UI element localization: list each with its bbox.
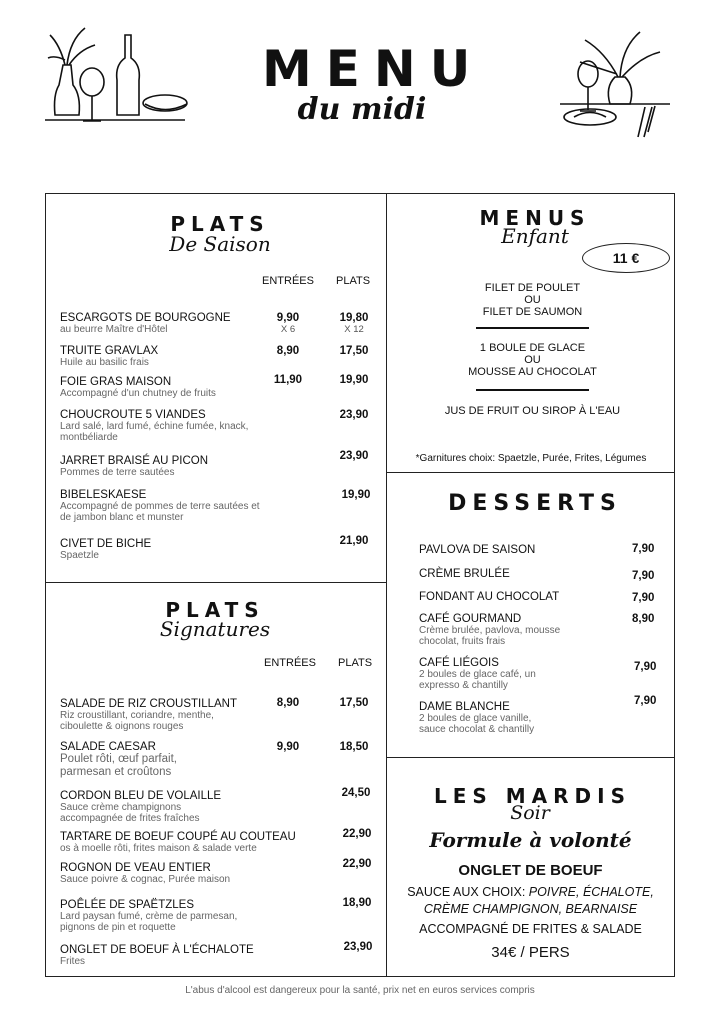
divider — [476, 389, 589, 391]
dessert-price: 7,90 — [632, 570, 655, 582]
item-desc: Lard paysan fumé, crème de parmesan, pignons de pin et roquette — [60, 911, 238, 933]
item-desc: Frites — [60, 956, 85, 967]
item-name: BIBELESKAESE — [60, 489, 147, 501]
list-item — [60, 489, 270, 523]
page-title: MENU — [262, 40, 485, 98]
item-price-plat: 19,90 — [341, 489, 371, 501]
enfant-price-badge: 11 € — [582, 243, 670, 273]
item-name: TRUITE GRAVLAX — [60, 345, 159, 357]
list-item: FONDANT AU CHOCOLAT — [419, 591, 560, 603]
desserts-title: DESSERTS — [448, 491, 622, 516]
item-price-entree: 8,90 — [276, 345, 300, 357]
mardis-subtitle: Soir — [510, 802, 550, 824]
list-item — [60, 741, 230, 779]
mardis-formule: Formule à volonté — [429, 828, 632, 852]
list-item — [60, 345, 360, 368]
item-price-plat: 17,50 — [339, 345, 369, 357]
enfant-choice-1: FILET DE POULET OU FILET DE SAUMON — [482, 282, 583, 318]
item-name: FOIE GRAS MAISON — [60, 376, 172, 388]
item-name: CIVET DE BICHE — [60, 538, 152, 550]
mardis-dish: ONGLET DE BOEUF — [458, 862, 603, 879]
item-price-plat: 18,90 — [342, 897, 372, 909]
item-price-entree: 9,90 X 6 — [276, 312, 300, 335]
item-desc: Sauce crème champignons accompagnée de frites fraîches — [60, 802, 200, 824]
item-desc: Pommes de terre sautées — [60, 467, 175, 478]
item-desc: Lard salé, lard fumé, échine fumée, knack, montbéliarde — [60, 421, 249, 443]
item-price-plat: 19,80 X 12 — [339, 312, 369, 335]
saison-col-plats: PLATS — [336, 275, 371, 287]
saison-title: PLATS — [170, 212, 270, 236]
list-item: PAVLOVA DE SAISON — [419, 544, 536, 556]
item-price-entree: 11,90 — [273, 374, 303, 386]
item-name: SALADE CAESAR — [60, 741, 156, 753]
item-name: JARRET BRAISÉ AU PICON — [60, 455, 209, 467]
list-item — [60, 312, 360, 335]
item-price-plat: 24,50 — [341, 787, 371, 799]
item-name: SALADE DE RIZ CROUSTILLANT — [60, 698, 238, 710]
list-item — [60, 698, 250, 732]
item-price-entree: 9,90 — [276, 741, 300, 753]
item-name: ROGNON DE VEAU ENTIER — [60, 862, 211, 874]
item-desc: Riz croustillant, coriandre, menthe, ciboulette & oignons rouges — [60, 710, 214, 732]
list-item — [60, 376, 360, 399]
list-item — [60, 899, 270, 933]
footer-note: L'abus d'alcool est dangereux pour la santé, prix net en euros services compris — [185, 985, 535, 996]
mardis-price: 34€ / PERS — [491, 944, 570, 961]
item-price-plat: 21,90 — [339, 535, 369, 547]
item-price-plat: 18,50 — [339, 741, 369, 753]
dessert-price: 7,90 — [632, 543, 655, 555]
list-item — [60, 944, 360, 967]
item-price-plat: 17,50 — [339, 697, 369, 709]
signatures-col-entrees: ENTRÉES — [264, 657, 316, 669]
signatures-col-plats: PLATS — [338, 657, 373, 669]
item-desc: Accompagné d'un chutney de fruits — [60, 388, 216, 399]
flowers-dinner-icon — [560, 22, 675, 140]
item-name: POÊLÉE DE SPAËTZLES — [60, 899, 195, 911]
list-item: DAME BLANCHE 2 boules de glace vanille, sauce chocolat & chantilly — [419, 701, 535, 735]
signatures-title: PLATS — [165, 598, 265, 622]
item-price-plat: 22,90 — [342, 828, 372, 840]
item-desc: Sauce poivre & cognac, Purée maison — [60, 874, 231, 885]
divider — [476, 327, 589, 329]
dessert-price: 7,90 — [634, 661, 657, 673]
list-item: CRÈME BRULÉE — [419, 568, 510, 580]
list-item: CAFÉ LIÉGOIS 2 boules de glace café, un expresso & chantilly — [419, 657, 536, 691]
list-item — [60, 831, 330, 854]
mardis-accomp: ACCOMPAGNÉ DE FRITES & SALADE — [419, 922, 642, 936]
item-desc: Spaetzle — [60, 550, 99, 561]
mardis-sauces: SAUCE AUX CHOIX: POIVRE, ÉCHALOTE, CRÈME CHAMPIGNON, BEARNAISE — [407, 885, 654, 916]
item-price-entree: 8,90 — [276, 697, 300, 709]
page-subtitle: du midi — [297, 92, 427, 127]
list-item — [60, 862, 360, 885]
item-desc: Accompagné de pommes de terre sautées et de jambon blanc et munster — [60, 501, 260, 523]
item-desc: au beurre Maître d'Hôtel — [60, 324, 168, 335]
dessert-price: 8,90 — [632, 613, 655, 625]
saison-col-entrees: ENTRÉES — [262, 275, 314, 287]
item-desc: Poulet rôti, œuf parfait, parmesan et croûtons — [60, 753, 177, 778]
dessert-price: 7,90 — [634, 695, 657, 707]
enfant-note: *Garnitures choix: Spaetzle, Purée, Frites, Légumes — [415, 453, 647, 464]
item-name: ONGLET DE BOEUF À L'ÉCHALOTE — [60, 944, 254, 956]
saison-subtitle: De Saison — [169, 232, 271, 256]
item-name: CHOUCROUTE 5 VIANDES — [60, 409, 206, 421]
enfant-choice-2: 1 BOULE DE GLACE OU MOUSSE AU CHOCOLAT — [468, 342, 597, 378]
enfant-subtitle: Enfant — [501, 224, 569, 248]
mardis-title: LES MARDIS — [433, 784, 631, 808]
item-desc: os à moelle rôti, frites maison & salade verte — [60, 843, 257, 854]
enfant-title: MENUS — [479, 206, 591, 230]
list-item — [60, 538, 360, 561]
item-price-plat: 23,90 — [339, 409, 369, 421]
list-item — [60, 409, 250, 443]
item-price-plat: 23,90 — [343, 941, 373, 953]
enfant-drink: JUS DE FRUIT OU SIROP À L'EAU — [444, 405, 621, 417]
signatures-subtitle: Signatures — [159, 617, 271, 641]
item-price-plat: 19,90 — [339, 374, 369, 386]
item-desc: Huile au basilic frais — [60, 357, 149, 368]
item-name: ESCARGOTS DE BOURGOGNE — [60, 312, 231, 324]
dessert-price: 7,90 — [632, 592, 655, 604]
list-item — [60, 455, 360, 478]
wine-still-life-icon — [45, 20, 195, 130]
list-item: CAFÉ GOURMAND Crème brulée, pavlova, mousse chocolat, fruits frais — [419, 613, 561, 647]
item-name: TARTARE DE BOEUF COUPÉ AU COUTEAU — [60, 831, 296, 843]
item-name: CORDON BLEU DE VOLAILLE — [60, 790, 222, 802]
item-price-plat: 22,90 — [342, 858, 372, 870]
list-item — [60, 790, 240, 824]
item-price-plat: 23,90 — [339, 450, 369, 462]
